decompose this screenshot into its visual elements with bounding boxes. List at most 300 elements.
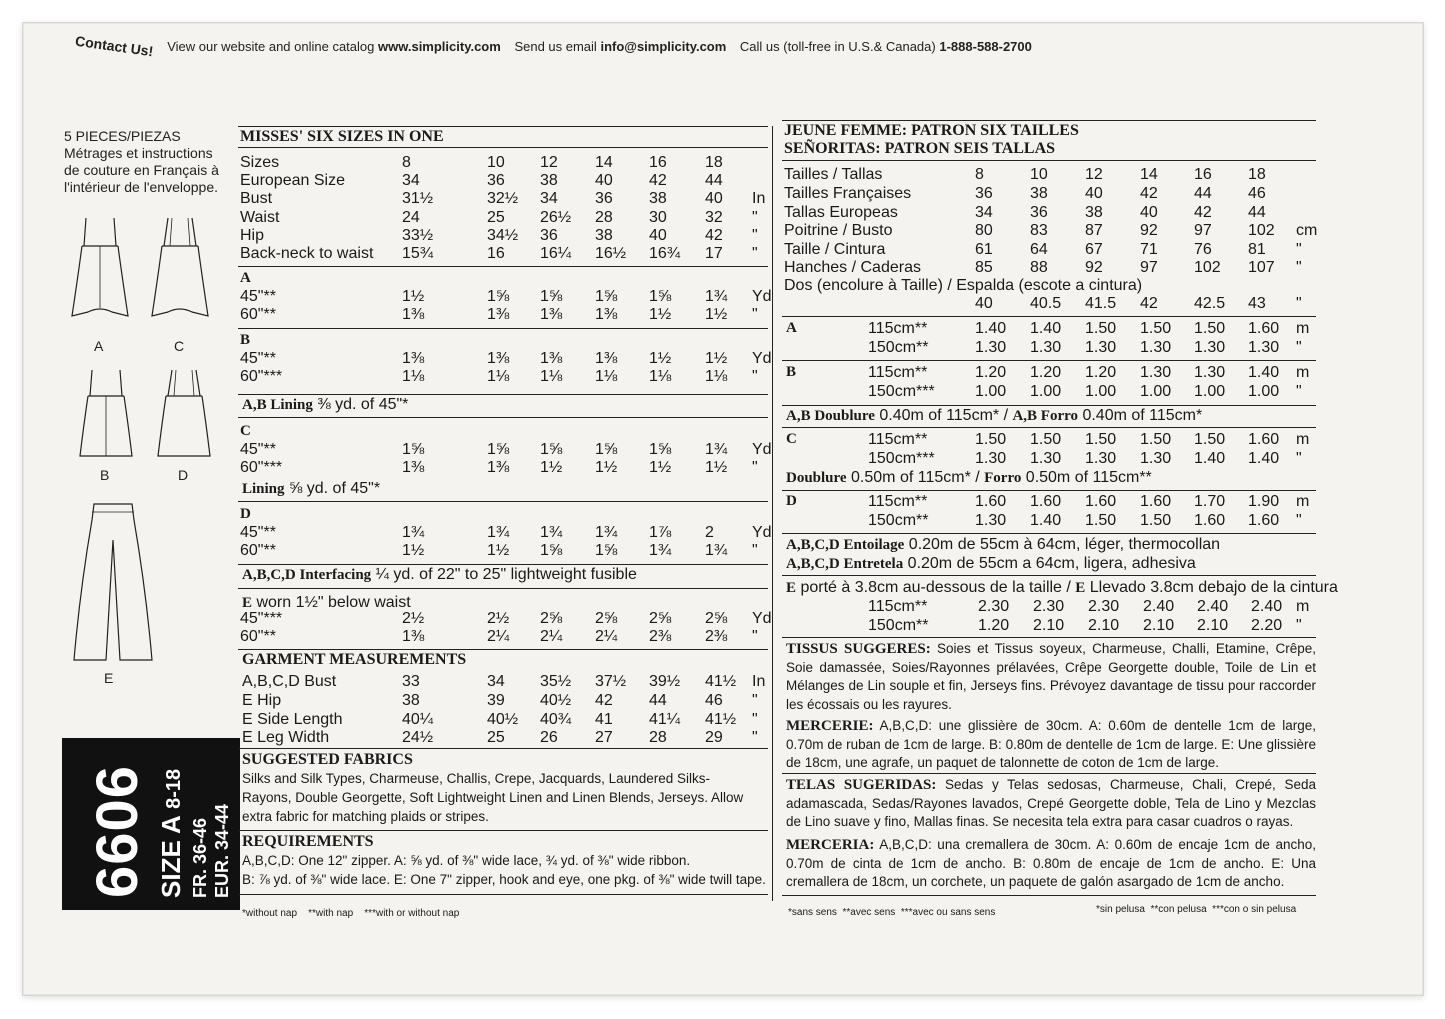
en-yardage-row-value: 1⅜: [540, 306, 563, 323]
en-yardage-row-value: 1½: [402, 288, 425, 305]
fr-size-row-value: 34: [975, 204, 993, 221]
fr-size-row-value: 38: [1085, 204, 1103, 221]
fr-yardage-value: 1.40: [1030, 320, 1062, 337]
fr-tissus-text: Soies et Tissus soyeux, Charmeuse, Challi, Etamine, Crêpe, Soie damassée, Soies/Rayonnes prélavées, Crêpe Georgette double, Toile de Lin et Mélanges de Lin souple et fin, Jerseys fins. Prévoyez davantage de tissu pour raccorder les écossais ou les rayures.: [786, 641, 1316, 712]
fr-size-row-value: 87: [1085, 222, 1103, 239]
en-yardage-row-unit: Yd: [752, 441, 772, 458]
fr-view-e-note-2: Llevado 3.8cm debajo de la cintura: [1085, 579, 1338, 596]
fr-size-row-value: 85: [975, 259, 993, 276]
en-yardage-row-value: 1⅜: [402, 306, 425, 323]
fr-view-A: A: [786, 320, 797, 336]
es-telas-text: Sedas y Telas sedosas, Charmeuse, Chali, Crepé, Seda adamascada, Sedas/Rayones lavados, Crepé Georgette doble, Tela de Lino y Mezclas de Lino suave y fino, Mallas finas. Se necesita tela extra para casar cuadros o rayas.: [786, 777, 1316, 829]
en-gm-row-value: 41½: [705, 711, 737, 728]
en-fabrics-line-1: Silks and Silk Types, Charmeuse, Challis, Crepe, Jacquards, Laundered Silks-: [242, 771, 710, 786]
en-size-row-value: 16¾: [649, 245, 681, 262]
fr-size-row-value: 42: [1140, 185, 1158, 202]
en-yardage-row-value: 1½: [649, 306, 672, 323]
fr-dos-value: 42.5: [1194, 295, 1226, 312]
en-yardage-row-label: 45"**: [240, 288, 276, 305]
en-gm-row-unit: ": [752, 692, 758, 709]
fr-ab-doublure-text: 0.40m of 115cm* /: [874, 407, 1013, 424]
en-size-row-value: 10: [487, 154, 505, 171]
fr-yardage-unit: ": [1296, 617, 1302, 634]
email-text: Send us email: [514, 39, 597, 54]
fr-yardage-value: 1.60: [1030, 493, 1062, 510]
en-size-row-value: 33½: [402, 227, 434, 244]
fr-yardage-value: 1.40: [1248, 450, 1280, 467]
en-top-rule: [238, 126, 768, 127]
en-yardage-row-value: 1½: [705, 350, 728, 367]
fr-yardage-value: 1.20: [975, 364, 1007, 381]
en-yardage-row-label: 60"**: [240, 628, 276, 645]
fr-yardage-unit: m: [1296, 598, 1310, 615]
en-yardage-row-unit: Yd: [752, 350, 772, 367]
en-size-row-value: 42: [649, 172, 667, 189]
en-yardage-row-value: 1⅜: [402, 459, 425, 476]
fr-dos-value: 42: [1140, 295, 1158, 312]
fr-size-row-value: 92: [1140, 222, 1158, 239]
fr-ab-doublure: [786, 407, 1202, 425]
fr-doublure-bold: Doublure: [786, 470, 847, 486]
en-yardage-row-value: 1⅛: [540, 368, 563, 385]
fr-size-row-value: 8: [975, 166, 984, 183]
en-yardage-row-value: 2½: [487, 610, 510, 627]
en-size-row-value: 8: [402, 154, 411, 171]
en-gm-row-value: 38: [402, 692, 420, 709]
en-fabrics-line-3: extra fabric for matching plaids or stripes.: [242, 809, 489, 824]
fr-size-row-value: 38: [1030, 185, 1048, 202]
fr-ab-doublure-bold: A,B Doublure: [786, 408, 875, 424]
fr-yardage-label: 150cm***: [868, 450, 935, 467]
en-yardage-row-value: 1⅜: [487, 350, 510, 367]
en-size-row-value: 16½: [595, 245, 627, 262]
fr-yardage-value: 1.40: [975, 320, 1007, 337]
en-yardage-row-unit: ": [752, 459, 758, 476]
en-yardage-row-unit: Yd: [752, 610, 772, 627]
rule-line: [238, 328, 768, 329]
fr-view-e-label-2: E: [1075, 580, 1086, 596]
fr-yardage-label: 115cm**: [868, 320, 928, 337]
en-yardage-row-value: 2⅝: [649, 610, 672, 627]
es-telas-heading: TELAS SUGERIDAS:: [786, 777, 937, 793]
rule-line: [238, 394, 768, 395]
en-size-row-value: 36: [595, 190, 613, 207]
en-yardage-row-unit: ": [752, 368, 758, 385]
fr-yardage-value: 1.60: [1194, 512, 1226, 529]
view-c-sketch: [150, 216, 210, 336]
en-yardage-row-value: 1⅜: [595, 306, 618, 323]
fr-footnote: *sans sens **avec sens ***avec ou sans sens: [788, 907, 996, 918]
fr-forro-text: 0.50m of 115cm**: [1021, 469, 1152, 486]
fr-yardage-value: 1.50: [1085, 431, 1117, 448]
fr-yardage-value: 1.40: [1194, 450, 1226, 467]
en-size-row-value: 36: [540, 227, 558, 244]
en-size-row-value: 25: [487, 209, 505, 226]
en-yardage-row-value: 1⅛: [402, 368, 425, 385]
pattern-size: [156, 769, 187, 898]
fr-size-row-value: 102: [1248, 222, 1275, 239]
fr-size-row-value: 36: [975, 185, 993, 202]
en-yardage-row-unit: ": [752, 628, 758, 645]
rule-line: [238, 266, 768, 267]
fr-size-row-value: 97: [1194, 222, 1212, 239]
en-view-e-label: E: [242, 595, 253, 611]
en-size-row-value: 26½: [540, 209, 572, 226]
en-yardage-row-value: 1½: [540, 459, 563, 476]
size-range: 8-18: [163, 768, 185, 809]
rule-line: [782, 427, 1316, 428]
en-gm-row-unit: ": [752, 729, 758, 746]
en-yardage-row-value: 2⅜: [649, 628, 672, 645]
en-fabrics-title: SUGGESTED FABRICS: [242, 751, 413, 768]
en-size-row-value: 38: [595, 227, 613, 244]
en-size-row-value: 34: [402, 172, 420, 189]
rule-line: [238, 564, 768, 565]
fr-yardage-value: 1.30: [1248, 339, 1280, 356]
view-a-sketch: [70, 216, 130, 336]
en-yardage-row-unit: ": [752, 542, 758, 559]
fr-dos-value: 43: [1248, 295, 1266, 312]
fr-yardage-value: 2.10: [1197, 617, 1229, 634]
fr-yardage-value: 1.30: [1194, 339, 1226, 356]
center-divider: [772, 126, 773, 901]
fr-yardage-value: 2.30: [1088, 598, 1120, 615]
en-yardage-row-value: 1⅝: [649, 441, 672, 458]
fr-yardage-value: 2.10: [1088, 617, 1120, 634]
en-yardage-row-value: 1⅜: [595, 350, 618, 367]
rule-line: [238, 649, 768, 650]
en-gm-row-value: 39: [487, 692, 505, 709]
fr-size-row-value: 44: [1248, 204, 1266, 221]
view-d-sketch: [154, 368, 214, 463]
en-yardage-row-value: 1⅜: [540, 350, 563, 367]
en-yardage-row-value: 1⅝: [649, 288, 672, 305]
en-yardage-row-value: 2¼: [487, 628, 510, 645]
en-yardage-row-value: 1⅜: [487, 306, 510, 323]
fr-yardage-label: 115cm**: [868, 364, 928, 381]
en-yardage-row-value: 1⅛: [595, 368, 618, 385]
en-req-line-1: A,B,C,D: One 12" zipper. A: ⅝ yd. of ⅜" wide lace, ¾ yd. of ⅜" wide ribbon.: [242, 853, 691, 868]
en-yardage-row-label: 60"**: [240, 542, 276, 559]
fr-yardage-value: 1.50: [1194, 320, 1226, 337]
en-yardage-row-value: 1⅝: [540, 288, 563, 305]
en-yardage-row-value: 1½: [487, 542, 510, 559]
en-yardage-row-value: 1½: [705, 306, 728, 323]
fr-size-row-value: 88: [1030, 259, 1048, 276]
fr-size-row-value: 16: [1194, 166, 1212, 183]
en-interfacing-bold: A,B,C,D Interfacing: [242, 567, 372, 583]
rule-line: [782, 160, 1316, 161]
fr-yardage-value: 1.50: [1140, 320, 1172, 337]
en-yardage-row-value: 1¾: [649, 542, 672, 559]
fr-yardage-value: 2.10: [1143, 617, 1175, 634]
fr-yardage-value: 1.30: [1085, 339, 1117, 356]
en-gm-row-value: 35½: [540, 673, 572, 690]
en-size-row-value: 28: [595, 209, 613, 226]
rule-line: [782, 490, 1316, 491]
fr-forro-bold: Forro: [984, 470, 1022, 486]
en-view-D: D: [240, 506, 251, 522]
fr-yardage-value: 1.20: [1085, 364, 1117, 381]
fr-tissus: [786, 640, 1316, 714]
contact-label: Contact Us!: [74, 32, 155, 60]
fr-top-rule: [782, 120, 1316, 121]
en-yardage-row-value: 1½: [705, 459, 728, 476]
fr-yardage-value: 2.40: [1197, 598, 1229, 615]
rule-line: [782, 533, 1316, 534]
fr-yardage-unit: ": [1296, 512, 1302, 529]
fr-size-row-label: Tailles Françaises: [784, 185, 912, 202]
en-yardage-row-value: 1⅝: [595, 288, 618, 305]
rule-line: [782, 773, 1316, 774]
pieces-fr-2: de couture en Français à: [64, 162, 219, 178]
fr-yardage-unit: m: [1296, 320, 1310, 337]
fr-yardage-value: 1.50: [1030, 431, 1062, 448]
en-yardage-row-value: 1¾: [540, 524, 563, 541]
view-b-label: B: [100, 467, 110, 483]
fr-size-row-label: Taille / Cintura: [784, 241, 886, 258]
en-yardage-row-value: 2¼: [540, 628, 563, 645]
fr-size-row-label: Hanches / Caderas: [784, 259, 921, 276]
fr-entoilage-bold: A,B,C,D Entoilage: [786, 537, 905, 553]
en-size-row-label: Hip: [240, 227, 265, 244]
fr-yardage-label: 150cm***: [868, 383, 935, 400]
fr-yardage-value: 1.00: [1085, 383, 1117, 400]
en-yardage-row-value: 2⅝: [705, 610, 728, 627]
fr-yardage-value: 1.60: [1248, 431, 1280, 448]
view-a-label: A: [94, 338, 104, 354]
fr-size-row-value: 81: [1248, 241, 1266, 258]
en-req-line-2: B: ⅞ yd. of ⅜" wide lace. E: One 7" zipper, hook and eye, one pkg. of ⅜" wide twill tape.: [242, 872, 766, 887]
en-gm-row-label: A,B,C,D Bust: [242, 673, 337, 690]
fr-yardage-unit: ": [1296, 339, 1302, 356]
en-size-row-value: 40: [705, 190, 723, 207]
fr-yardage-unit: m: [1296, 364, 1310, 381]
fr-yardage-label: 115cm**: [868, 431, 928, 448]
en-size-row-label: Bust: [240, 190, 273, 207]
fr-yardage-value: 1.20: [978, 617, 1010, 634]
fr-size-row-label: Poitrine / Busto: [784, 222, 893, 239]
fr-size-row-label: Tallas Europeas: [784, 204, 898, 221]
website-link[interactable]: www.simplicity.com: [378, 39, 501, 54]
fr-view-C: C: [786, 431, 797, 447]
fr-view-B: B: [786, 364, 797, 380]
en-gm-row-value: 27: [595, 729, 613, 746]
fr-view-e: [786, 579, 1338, 597]
en-title: MISSES' SIX SIZES IN ONE: [240, 128, 444, 145]
en-gm-row-label: E Hip: [242, 692, 282, 709]
fr-yardage-value: 1.30: [1085, 450, 1117, 467]
fr-size-row-unit: ": [1296, 241, 1302, 258]
fr-size-row-value: 71: [1140, 241, 1158, 258]
es-merceria-text: A,B,C,D: una cremallera de 30cm. A: 0.60m de encaje 1cm de ancho, 0.70m de cinta de 1cm de ancho. B: 0.80m de encaje de 1cm de ancho. E: Una cremallera de 18cm, un corchete, un paquete de galón asargado de 1cm de ancho.: [786, 837, 1316, 889]
fr-yardage-value: 1.30: [975, 450, 1007, 467]
fr-size-row-value: 92: [1085, 259, 1103, 276]
fr-tissus-heading: TISSUS SUGGERES:: [786, 641, 931, 657]
en-yardage-row-label: 45"**: [240, 350, 276, 367]
rule-line: [238, 588, 768, 589]
fr-yardage-value: 2.10: [1033, 617, 1065, 634]
fr-yardage-value: 1.60: [1248, 320, 1280, 337]
en-size-row-unit: In: [752, 190, 766, 207]
fr-size-row-unit: ": [1296, 259, 1302, 276]
fr-yardage-value: 1.40: [1248, 364, 1280, 381]
fr-size-row-value: 14: [1140, 166, 1158, 183]
fr-yardage-unit: ": [1296, 450, 1302, 467]
en-size-row-value: 14: [595, 154, 613, 171]
en-yardage-row-label: 60"***: [240, 368, 283, 385]
fr-mercerie-text: A,B,C,D: une glissière de 30cm. A: 0.60m de dentelle 1cm de large, 0.70m de ruban de 1cm de large. B: 0.80m de dentelle de 1cm de large. E: Une glissière de 18cm, une agrafe, un paquet de talonnette de coton de 1cm de large.: [786, 718, 1316, 770]
en-gm-row-unit: ": [752, 711, 758, 728]
rule-line: [238, 894, 768, 895]
contact-line: [74, 32, 1032, 60]
pattern-number: 6606: [85, 764, 150, 898]
fr-mercerie-heading: MERCERIE:: [786, 718, 874, 734]
en-size-row-value: 17: [705, 245, 723, 262]
fr-yardage-value: 1.20: [1030, 364, 1062, 381]
fr-entretela: [786, 555, 1196, 573]
fr-dos-unit: ": [1296, 295, 1302, 312]
fr-yardage-value: 2.20: [1251, 617, 1283, 634]
fr-size-row-value: 64: [1030, 241, 1048, 258]
en-gm-row-value: 26: [540, 729, 558, 746]
fr-size-row-unit: cm: [1296, 222, 1318, 239]
en-size-row-label: Sizes: [240, 154, 280, 171]
fr-dos-label: Dos (encolure à Taille) / Espalda (escote a cintura): [784, 277, 1143, 294]
en-size-row-label: Back-neck to waist: [240, 245, 374, 262]
fr-doublure: [786, 469, 1152, 487]
en-size-row-unit: ": [752, 245, 758, 262]
es-merceria: [786, 836, 1316, 892]
en-yardage-row-unit: Yd: [752, 524, 772, 541]
en-gm-row-unit: In: [752, 673, 766, 690]
en-gm-row-label: E Side Length: [242, 711, 343, 728]
fr-yardage-label: 150cm**: [868, 617, 929, 634]
fr-yardage-value: 1.30: [1194, 364, 1226, 381]
fr-title-1: JEUNE FEMME: PATRON SIX TAILLES: [784, 122, 1079, 139]
fr-yardage-value: 1.00: [1248, 383, 1280, 400]
en-ab-lining-text: ⅜ yd. of 45"*: [312, 396, 409, 413]
en-yardage-row-value: 1¾: [595, 524, 618, 541]
fr-yardage-value: 2.40: [1143, 598, 1175, 615]
en-gm-row-value: 46: [705, 692, 723, 709]
en-yardage-row-value: 2⅜: [705, 628, 728, 645]
fr-yardage-value: 1.30: [1140, 364, 1172, 381]
view-d-label: D: [178, 467, 189, 483]
en-c-lining: [242, 480, 380, 498]
fr-size-row-value: 67: [1085, 241, 1103, 258]
pattern-size-box: [62, 738, 240, 910]
fr-yardage-value: 1.60: [1248, 512, 1280, 529]
fr-yardage-unit: ": [1296, 383, 1302, 400]
en-yardage-row-value: 1½: [649, 459, 672, 476]
en-yardage-row-value: 1⅝: [540, 542, 563, 559]
fr-yardage-label: 150cm**: [868, 339, 929, 356]
es-merceria-heading: MERCERIA:: [786, 837, 875, 853]
en-gm-row-value: 34: [487, 673, 505, 690]
en-ab-lining: [242, 396, 408, 414]
rule-line: [782, 405, 1316, 406]
fr-yardage-value: 1.40: [1030, 512, 1062, 529]
en-view-C: C: [240, 423, 251, 439]
fr-yardage-value: 1.70: [1194, 493, 1226, 510]
en-gm-row-value: 37½: [595, 673, 627, 690]
en-yardage-row-value: 1¾: [402, 524, 425, 541]
en-gm-row-value: 40¼: [402, 711, 434, 728]
fr-size-row-value: 18: [1248, 166, 1266, 183]
en-view-B: B: [240, 332, 251, 348]
en-yardage-row-value: 2⅝: [595, 610, 618, 627]
en-c-lining-text: ⅝ yd. of 45"*: [284, 480, 381, 497]
fr-yardage-value: 1.50: [1085, 320, 1117, 337]
fr-yardage-value: 1.50: [1085, 512, 1117, 529]
en-gm-row-value: 33: [402, 673, 420, 690]
en-size-row-value: 16¼: [540, 245, 572, 262]
en-gm-row-value: 41: [595, 711, 613, 728]
fr-yardage-value: 2.30: [1033, 598, 1065, 615]
fr-title-2: SEÑORITAS: PATRON SEIS TALLAS: [784, 140, 1056, 157]
en-yardage-row-value: 1¾: [705, 441, 728, 458]
en-yardage-row-value: 1⅞: [649, 524, 672, 541]
fr-size-row-value: 80: [975, 222, 993, 239]
en-c-lining-bold: Lining: [242, 481, 285, 497]
fr-yardage-value: 1.50: [1194, 431, 1226, 448]
en-yardage-row-value: 1⅝: [540, 441, 563, 458]
en-yardage-row-value: 2⅝: [540, 610, 563, 627]
fr-yardage-value: 1.30: [1030, 339, 1062, 356]
fr-yardage-value: 1.30: [1140, 339, 1172, 356]
fr-size-row-value: 12: [1085, 166, 1103, 183]
rule-line: [782, 360, 1316, 361]
fr-entretela-text: 0.20m de 55cm a 64cm, ligera, adhesiva: [903, 555, 1196, 572]
en-yardage-row-value: 1½: [649, 350, 672, 367]
en-gm-row-value: 41¼: [649, 711, 681, 728]
en-yardage-row-value: 1⅝: [487, 441, 510, 458]
fr-ab-forro-bold: A,B Forro: [1012, 408, 1079, 424]
fr-size-row-value: 76: [1194, 241, 1212, 258]
en-gm-row-value: 40¾: [540, 711, 572, 728]
en-size-row-value: 40: [649, 227, 667, 244]
en-yardage-row-value: 2¼: [595, 628, 618, 645]
fr-yardage-label: 115cm**: [868, 598, 928, 615]
en-size-row-value: 15¾: [402, 245, 434, 262]
es-telas: [786, 776, 1316, 832]
en-size-row-value: 42: [705, 227, 723, 244]
en-footnote: *without nap **with nap ***with or without nap: [242, 908, 460, 919]
email-link[interactable]: info@simplicity.com: [600, 39, 727, 54]
en-interfacing: [242, 566, 637, 584]
en-view-e-note: worn 1½" below waist: [252, 594, 411, 611]
fr-dos-value: 41.5: [1085, 295, 1117, 312]
fr-yardage-label: 150cm**: [868, 512, 929, 529]
rule-line: [782, 637, 1316, 638]
en-yardage-row-value: 1⅝: [402, 441, 425, 458]
fr-size-row-value: 83: [1030, 222, 1048, 239]
en-size-row-value: 18: [705, 154, 723, 171]
rule-line: [238, 147, 768, 148]
rule-line: [782, 895, 1316, 896]
en-yardage-row-value: 1⅜: [402, 350, 425, 367]
phone-number: 1-888-588-2700: [939, 39, 1032, 54]
en-size-row-value: 12: [540, 154, 558, 171]
pieces-info: [64, 128, 234, 196]
en-gm-row-value: 25: [487, 729, 505, 746]
pieces-fr-3: l'intérieur de l'enveloppe.: [64, 179, 218, 195]
en-size-row-value: 38: [540, 172, 558, 189]
view-e-sketch: [68, 500, 158, 665]
size-label: SIZE A: [156, 816, 186, 898]
en-ab-lining-bold: A,B Lining: [242, 397, 313, 413]
